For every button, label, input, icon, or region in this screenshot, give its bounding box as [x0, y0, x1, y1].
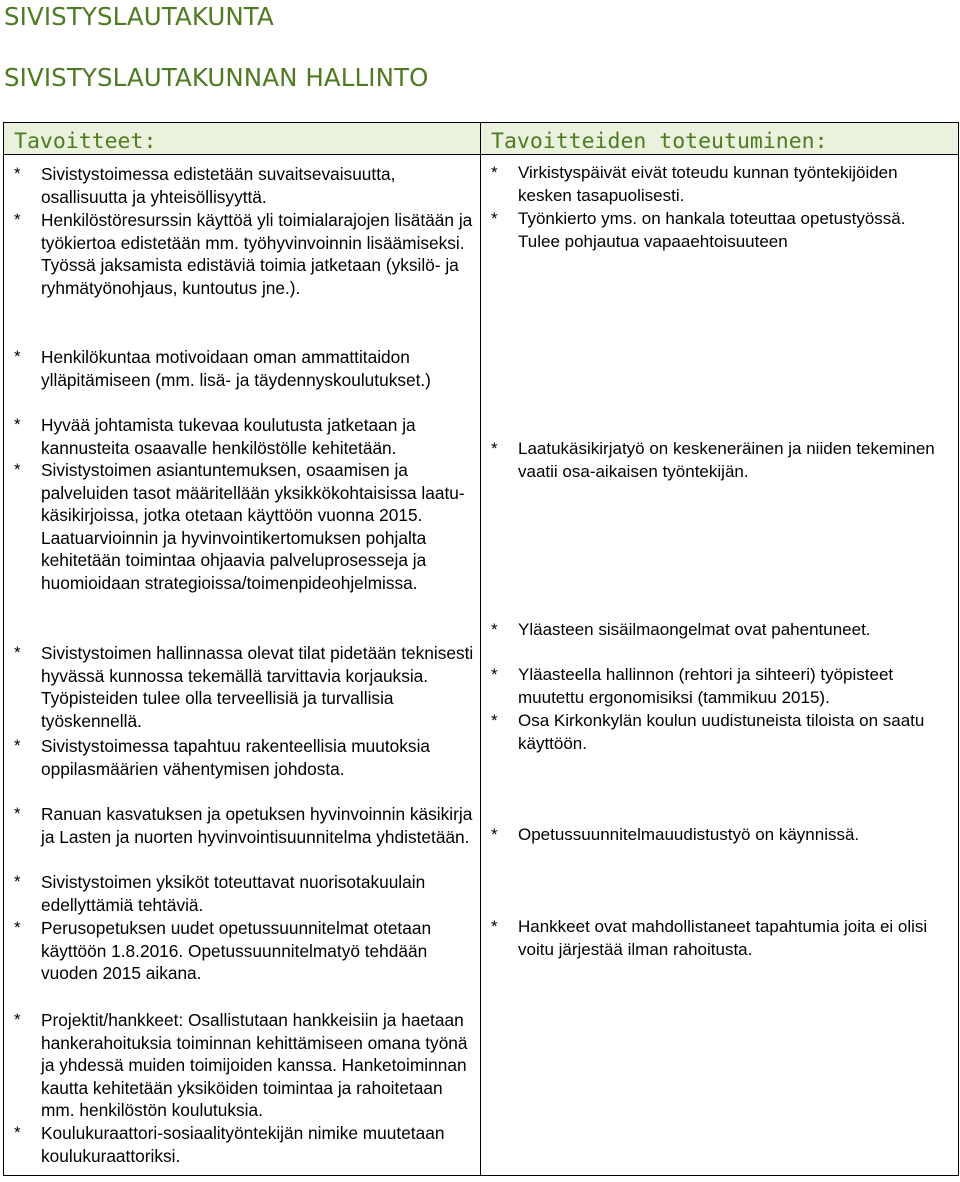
bullet-marker: * [14, 210, 21, 229]
goals-column-header: Tavoitteet: [4, 123, 481, 155]
realization-item [491, 824, 941, 847]
goal-item-text: Sivistystoimessa tapahtuu rakenteellisia muutoksia oppilasmäärien vähentymisen johdosta. [41, 736, 431, 779]
realization-item [491, 619, 941, 642]
realization-item [491, 162, 941, 207]
bullet-marker: * [491, 620, 498, 639]
realization-item-text: Virkistyspäivät eivät toteudu kunnan työntekijöiden kesken tasapuolisesti. [518, 163, 898, 205]
bullet-marker: * [14, 1010, 21, 1029]
goals-table [3, 122, 959, 1176]
goal-item [14, 642, 474, 732]
goal-item-text: Sivistystoimessa edistetään suvaitsevaisuutta, osallisuutta ja yhteisöllisyyttä. [41, 164, 396, 207]
goal-item [14, 735, 474, 780]
goal-item-text: Sivistystoimen asiantuntemuksen, osaamisen ja palveluiden tasot määritellään yksikkökohtaisissa laatu-käsikirjoissa, jotka otetaan käyttöön vuonna 2015. Laatuarvioinnin ja hyvinvointikertomuksen pohjalta kehitetään toimintaa ohjaavia palveluprosesseja ja huomioidaan strategioissa/toimenpideohjelmissa. [41, 460, 465, 593]
table-header-row [4, 123, 959, 155]
goal-item-text: Ranuan kasvatuksen ja opetuksen hyvinvoinnin käsikirja ja Lasten ja nuorten hyvinvointisuunnitelma yhdistetään. [41, 804, 473, 847]
bullet-marker: * [14, 415, 21, 434]
realization-item-text: Yläasteen sisäilmaongelmat ovat pahentuneet. [518, 620, 871, 639]
goal-item-text: Koulukuraattori-sosiaalityöntekijän nimike muutetaan koulukuraattoriksi. [41, 1123, 445, 1166]
bullet-marker: * [14, 1123, 21, 1142]
bullet-marker: * [14, 164, 21, 183]
goal-item-text: Perusopetuksen uudet opetussuunnitelmat otetaan käyttöön 1.8.2016. Opetussuunnitelmatyö tehdään vuoden 2015 aikana. [41, 918, 432, 983]
goal-item [14, 163, 474, 208]
bullet-marker: * [491, 163, 498, 182]
bullet-marker: * [491, 665, 498, 684]
realization-item-text: Osa Kirkonkylän koulun uudistuneista tiloista on saatu käyttöön. [518, 711, 925, 753]
goal-item [14, 346, 474, 391]
bullet-marker: * [491, 209, 498, 228]
realization-item-text: Hankkeet ovat mahdollistaneet tapahtumia joita ei olisi voitu järjestää ilman rahoitusta. [518, 917, 928, 959]
goal-item-text: Henkilökuntaa motivoidaan oman ammattitaidon ylläpitämiseen (mm. lisä- ja täydennyskoulutukset.) [41, 347, 431, 390]
realization-item-text: Opetussuunnitelmauudistustyö on käynnissä. [518, 825, 860, 844]
realization-item-text: Yläasteella hallinnon (rehtori ja sihteeri) työpisteet muutettu ergonomisiksi (tammikuu 2015). [518, 665, 894, 707]
bullet-marker: * [14, 736, 21, 755]
goal-item [14, 917, 474, 985]
realization-item [491, 208, 941, 253]
realization-cell [481, 155, 959, 1176]
goals-cell [4, 155, 481, 1176]
realization-item [491, 916, 941, 961]
goal-item [14, 803, 474, 848]
goal-item [14, 414, 474, 459]
realization-item [491, 664, 941, 709]
bullet-marker: * [491, 825, 498, 844]
realization-item [491, 710, 941, 755]
realization-item-text: Laatukäsikirjatyö on keskeneräinen ja niiden tekeminen vaatii osa-aikaisen työntekijän. [518, 439, 935, 481]
administration-heading: SIVISTYSLAUTAKUNNAN HALLINTO [4, 63, 429, 92]
goal-item-text: Projektit/hankkeet: Osallistutaan hankkeisiin ja haetaan hankerahoituksia toiminnan kehittämiseen omana työnä ja yhdessä muiden toimijoiden kanssa. Hanketoiminnan kautta kehitetään yksiköiden toimintaa ja rahoitetaan mm. henkilöstön koulutuksia. [41, 1010, 468, 1120]
goal-item [14, 209, 474, 299]
goal-item [14, 459, 474, 594]
bullet-marker: * [14, 918, 21, 937]
goal-item [14, 1122, 474, 1167]
goal-item-text: Sivistystoimen yksiköt toteuttavat nuorisotakuulain edellyttämiä tehtäviä. [41, 872, 426, 915]
goal-item-text: Sivistystoimen hallinnassa olevat tilat pidetään teknisesti hyvässä kunnossa tekemällä tarvittavia korjauksia. Työpisteiden tulee olla terveellisiä ja turvallisia työskennellä. [41, 643, 474, 731]
bullet-marker: * [14, 872, 21, 891]
committee-heading: SIVISTYSLAUTAKUNTA [4, 2, 274, 31]
bullet-marker: * [14, 347, 21, 366]
realization-column-header: Tavoitteiden toteutuminen: [481, 123, 959, 155]
goal-item-text: Henkilöstöresurssin käyttöä yli toimialarajojen lisätään ja työkiertoa edistetään mm. työhyvinvoinnin lisäämiseksi. Työssä jaksamista edistäviä toimia jatketaan (yksilö- ja ryhmätyönohjaus, kuntoutus jne.). [41, 210, 473, 298]
goal-item-text: Hyvää johtamista tukevaa koulutusta jatketaan ja kannusteita osaavalle henkilöstölle kehitetään. [41, 415, 416, 458]
bullet-marker: * [491, 917, 498, 936]
realization-item-text: Työnkierto yms. on hankala toteuttaa opetustyössä. Tulee pohjautua vapaaehtoisuuteen [518, 209, 906, 251]
realization-item [491, 438, 941, 483]
bullet-marker: * [491, 711, 498, 730]
table-body-row [4, 155, 959, 1176]
bullet-marker: * [14, 804, 21, 823]
goal-item [14, 871, 474, 916]
bullet-marker: * [14, 643, 21, 662]
bullet-marker: * [491, 439, 498, 458]
bullet-marker: * [14, 460, 21, 479]
goal-item [14, 1009, 474, 1122]
